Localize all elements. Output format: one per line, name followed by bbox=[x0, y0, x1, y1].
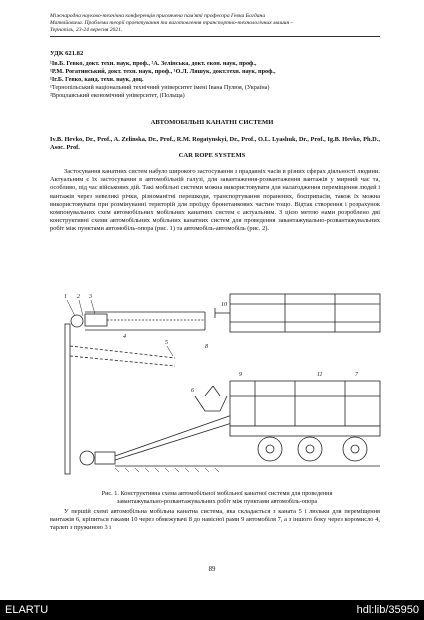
figure-label: 5 bbox=[165, 340, 168, 346]
cargo-cradle bbox=[195, 396, 227, 411]
figure-label: 2 bbox=[77, 294, 80, 300]
udk-code: УДК 621.82 bbox=[50, 50, 84, 57]
caption-line-2: завантажувально-розвантажувальних робіт між пунктами автомобіль-опора bbox=[116, 497, 318, 505]
repository-footer-bar bbox=[0, 600, 424, 620]
header-line-1: Міжнародна науково-технічна конференція присвячена пам'яті професора Гевка Богдана bbox=[50, 13, 266, 19]
truck-wheel bbox=[298, 437, 322, 461]
page-number: 89 bbox=[208, 566, 216, 573]
truck-wheel bbox=[343, 437, 367, 461]
figure-label: 1 bbox=[64, 294, 67, 300]
handle-identifier[interactable]: hdl:lib/35950 bbox=[356, 604, 419, 616]
figure-label: 9 bbox=[239, 372, 242, 378]
truck-side-platform bbox=[230, 381, 380, 426]
truck-plan-frame bbox=[230, 294, 380, 332]
conference-header bbox=[50, 13, 380, 37]
figure-label: 3 bbox=[89, 294, 92, 300]
truck-wheel bbox=[258, 437, 282, 461]
affiliation-2: ²Вроцлавський економічний університет, (Польща) bbox=[50, 92, 185, 99]
figure-label: 4 bbox=[123, 334, 126, 340]
authors-block bbox=[50, 60, 380, 100]
figure-caption bbox=[52, 490, 382, 505]
title-english: CAR ROPE SYSTEMS bbox=[178, 152, 246, 159]
figure-label: 7 bbox=[355, 372, 358, 378]
header-line-2: Матвійовича. Проблеми теорії проектування та виготовлення транспортно-технологічних машин – bbox=[50, 20, 294, 27]
support-post bbox=[65, 324, 70, 474]
body-paragraph-2: У першій схемі автомобільна мобільна канатна система, яка складається з каната 5 і люльки для переміщення вантажів 6, кріпиться гаками 10 через обмежувачі 8 до навісної рами 9 автомобіля 7, а з іншого боку через коромисло 4, тарлеп з пружиною 3 і bbox=[50, 508, 380, 532]
caption-line-1: Рис. 1. Конструктивна схема автомобільної мобільної канатної системи для проведення bbox=[101, 490, 333, 497]
author-line-1: ¹Ів.Б. Гевко, докт. техн. наук, проф., ²А. Зелінська, докт. екон. наук, проф., bbox=[50, 60, 257, 67]
figure-label: 8 bbox=[205, 344, 208, 350]
author-line-3: ¹Іг.Б. Гевко, канд. техн. наук, доц. bbox=[50, 76, 144, 83]
figure-rope-system-diagram bbox=[55, 286, 385, 486]
rope-lower bbox=[115, 414, 235, 456]
header-line-3: Тернопіль, 23-24 вересня 2021. bbox=[50, 27, 123, 34]
author-line-2: ¹Р.М. Рогатинський, докт. техн. наук, проф., ¹О.Л. Ляшук, докт.техн. наук, проф., bbox=[50, 68, 276, 75]
figure-label: 11 bbox=[317, 372, 323, 378]
truck-chassis bbox=[230, 426, 380, 436]
authors-english: Iv.B. Hevko, Dr., Prof., A. Zelinska, Dr., Prof., R.M. Rogatynskyi, Dr., Prof., O.L. Lyashuk, Dr., Prof., Ig.B. Hevko, Ph.D., Asoc. Prof. bbox=[50, 136, 380, 151]
title-ukrainian: АВТОМОБІЛЬНІ КАНАТНІ СИСТЕМИ bbox=[150, 119, 274, 126]
figure-label: 6 bbox=[191, 388, 194, 394]
winch-drum bbox=[71, 315, 83, 327]
figure-label: 10 bbox=[221, 302, 227, 308]
affiliation-1: ¹Тернопільський національний технічний університет імені Івана Пулюя, (Україна) bbox=[50, 84, 270, 91]
body-paragraph-1: Застосування канатних систем набуло широкого застосування з прадавніх часів в різних сферах діяльності людини. Актуальним є їх застосування в автомобільній галузі, для завантаження-розвантаження вантажів у мирний час та, особливо, під час військових дій. Такі мобільні системи можна використовувати для налагодження переміщення людей і вантажів через невеликі річки, різноманітні перешкоди, транспортування поранених, боєприпасів, також їх можна використовувати при розмінуванні територій для проїзду бронетанкових частин тощо. Відтак створення і розрахунок компонувальних схем автомобільних мобільних канатних систем є актуальним. З цією метою нами розроблено дві конструктивні схеми автомобільних мобільних канатних систем для проведення завантажувально-розвантажувальних робіт між пунктами автомобіль-опора (рис. 1) та автомобіль-автомобіль (рис. 2). bbox=[50, 168, 380, 233]
repository-name[interactable]: ELARTU bbox=[5, 604, 49, 616]
